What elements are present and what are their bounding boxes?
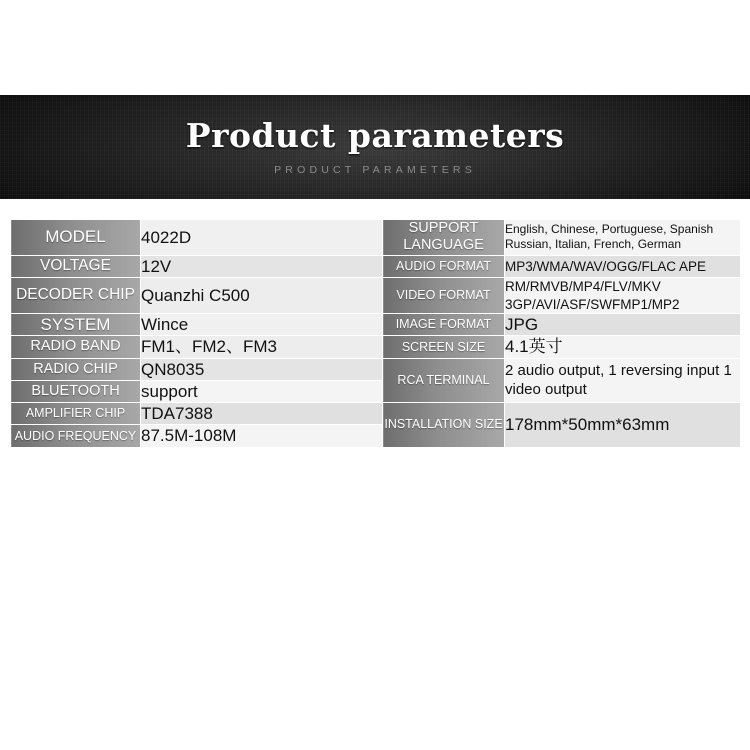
spec-value-rca-terminal: 2 audio output, 1 reversing input 1 video output: [505, 358, 741, 403]
spec-label-audio-format: AUDIO FORMAT: [383, 255, 505, 277]
spec-label-installation-size: INSTALLATION SIZE: [383, 403, 505, 448]
spec-value-voltage: 12V: [141, 255, 383, 277]
table-row: [11, 314, 741, 336]
spec-label-radio-band: RADIO BAND: [11, 336, 141, 358]
table-row: [11, 403, 741, 425]
spec-value-radio-band: FM1、FM2、FM3: [141, 336, 383, 358]
banner-subtitle: PRODUCT PARAMETERS: [274, 164, 476, 177]
table-row: [11, 220, 741, 256]
spec-value-screen-size: 4.1英寸: [505, 336, 741, 358]
spec-label-support-language: SUPPORT LANGUAGE: [383, 220, 505, 256]
table-row: [11, 358, 741, 380]
spec-value-model: 4022D: [141, 220, 383, 256]
spec-value-decoder-chip: Quanzhi C500: [141, 278, 383, 314]
specifications-table: [10, 219, 741, 448]
spec-label-voltage: VOLTAGE: [11, 255, 141, 277]
spec-label-image-format: IMAGE FORMAT: [383, 314, 505, 336]
spec-label-audio-frequency: AUDIO FREQUENCY: [11, 425, 141, 447]
spec-label-rca-terminal: RCA TERMINAL: [383, 358, 505, 403]
spec-label-bluetooth: BLUETOOTH: [11, 380, 141, 402]
spec-label-model: MODEL: [11, 220, 141, 256]
spec-label-system: SYSTEM: [11, 314, 141, 336]
spec-label-screen-size: SCREEN SIZE: [383, 336, 505, 358]
spec-label-decoder-chip: DECODER CHIP: [11, 278, 141, 314]
table-row: [11, 278, 741, 314]
spec-value-radio-chip: QN8035: [141, 358, 383, 380]
spec-label-radio-chip: RADIO CHIP: [11, 358, 141, 380]
spec-value-audio-frequency: 87.5M-108M: [141, 425, 383, 447]
spec-value-installation-size: 178mm*50mm*63mm: [505, 403, 741, 448]
spec-value-audio-format: MP3/WMA/WAV/OGG/FLAC APE: [505, 255, 741, 277]
spec-value-bluetooth: support: [141, 380, 383, 402]
spec-label-video-format: VIDEO FORMAT: [383, 278, 505, 314]
banner-title: Product parameters: [185, 115, 565, 155]
spec-value-support-language: English, Chinese, Portuguese, Spanish Russian, Italian, French, German: [505, 220, 741, 256]
spec-value-video-format: RM/RMVB/MP4/FLV/MKV 3GP/AVI/ASF/SWFMP1/MP2: [505, 278, 741, 314]
spec-value-amplifier-chip: TDA7388: [141, 403, 383, 425]
spec-label-amplifier-chip: AMPLIFIER CHIP: [11, 403, 141, 425]
product-parameters-banner: [0, 95, 750, 199]
table-row: [11, 336, 741, 358]
spec-value-image-format: JPG: [505, 314, 741, 336]
table-row: [11, 255, 741, 277]
spec-value-system: Wince: [141, 314, 383, 336]
